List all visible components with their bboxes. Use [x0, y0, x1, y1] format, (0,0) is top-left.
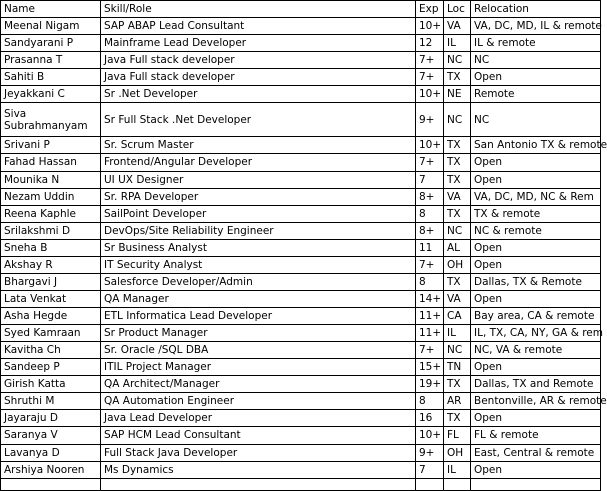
table-row[interactable] — [1, 444, 601, 461]
cell-skill-role[interactable]: Sr. Oracle /SQL DBA — [101, 342, 416, 359]
cell-exp[interactable]: 7+ — [416, 342, 444, 359]
cell-name[interactable]: Asha Hegde — [1, 308, 101, 325]
cell-loc[interactable]: TX — [444, 376, 471, 393]
column-header-exp[interactable]: Exp — [416, 1, 444, 18]
cell-name[interactable]: Saranya V — [1, 427, 101, 444]
cell-name[interactable]: Srivani P — [1, 137, 101, 154]
cell-relocation[interactable]: FL & remote — [471, 427, 601, 444]
table-row[interactable] — [1, 461, 601, 478]
cell-skill-role[interactable]: QA Architect/Manager — [101, 376, 416, 393]
cell-name[interactable]: Jeyakkani C — [1, 86, 101, 103]
cell-exp[interactable]: 16 — [416, 410, 444, 427]
cell-skill-role[interactable]: ITIL Project Manager — [101, 359, 416, 376]
cell-exp[interactable] — [416, 478, 444, 490]
table-row[interactable] — [1, 342, 601, 359]
cell-exp[interactable]: 7+ — [416, 154, 444, 171]
cell-name[interactable]: Arshiya Nooren — [1, 461, 101, 478]
cell-skill-role[interactable]: SAP ABAP Lead Consultant — [101, 18, 416, 35]
table-row[interactable] — [1, 478, 601, 490]
cell-exp[interactable]: 7 — [416, 461, 444, 478]
cell-name[interactable]: Mounika N — [1, 171, 101, 188]
cell-name[interactable]: Bhargavi J — [1, 273, 101, 290]
cell-loc[interactable]: TX — [444, 69, 471, 86]
cell-loc[interactable]: CA — [444, 308, 471, 325]
cell-relocation[interactable]: Open — [471, 171, 601, 188]
table-header — [1, 1, 601, 18]
cell-name[interactable]: Lavanya D — [1, 444, 101, 461]
cell-skill-role[interactable]: Java Lead Developer — [101, 410, 416, 427]
table-row[interactable] — [1, 86, 601, 103]
table-row[interactable] — [1, 410, 601, 427]
cell-name[interactable]: Akshay R — [1, 256, 101, 273]
cell-loc[interactable]: VA — [444, 188, 471, 205]
cell-name[interactable]: Srilakshmi D — [1, 222, 101, 239]
cell-skill-role[interactable]: Java Full stack developer — [101, 69, 416, 86]
cell-skill-role[interactable]: Frontend/Angular Developer — [101, 154, 416, 171]
cell-skill-role[interactable]: UI UX Designer — [101, 171, 416, 188]
cell-skill-role[interactable]: Sr. Scrum Master — [101, 137, 416, 154]
cell-loc[interactable]: NC — [444, 342, 471, 359]
cell-skill-role[interactable]: Sr .Net Developer — [101, 86, 416, 103]
cell-relocation[interactable]: Bay area, CA & remote — [471, 308, 601, 325]
cell-relocation[interactable]: Dallas, TX & Remote — [471, 273, 601, 290]
cell-skill-role[interactable]: IT Security Analyst — [101, 256, 416, 273]
cell-name[interactable]: Lata Venkat — [1, 290, 101, 307]
cell-skill-role[interactable]: DevOps/Site Reliability Engineer — [101, 222, 416, 239]
cell-skill-role[interactable]: ETL Informatica Lead Developer — [101, 308, 416, 325]
cell-loc[interactable]: IL — [444, 325, 471, 342]
cell-exp[interactable]: 11+ — [416, 308, 444, 325]
cell-skill-role[interactable]: Full Stack Java Developer — [101, 444, 416, 461]
cell-relocation[interactable]: Open — [471, 239, 601, 256]
table-row[interactable] — [1, 137, 601, 154]
cell-relocation[interactable]: TX & remote — [471, 205, 601, 222]
cell-relocation[interactable]: Dallas, TX and Remote — [471, 376, 601, 393]
cell-exp[interactable]: 7+ — [416, 69, 444, 86]
column-header-relocation[interactable]: Relocation — [471, 1, 601, 18]
cell-name[interactable]: Nezam Uddin — [1, 188, 101, 205]
cell-name[interactable]: Siva Subrahmanyam — [1, 103, 101, 137]
cell-relocation[interactable]: VA, DC, MD, NC & Rem — [471, 188, 601, 205]
cell-relocation[interactable]: Open — [471, 256, 601, 273]
table-row[interactable] — [1, 18, 601, 35]
table-row[interactable] — [1, 256, 601, 273]
cell-name[interactable]: Sandeep P — [1, 359, 101, 376]
cell-relocation[interactable]: NC — [471, 52, 601, 69]
table-row[interactable] — [1, 239, 601, 256]
cell-name[interactable]: Reena Kaphle — [1, 205, 101, 222]
table-row[interactable] — [1, 376, 601, 393]
cell-skill-role[interactable]: Java Full stack developer — [101, 52, 416, 69]
cell-loc[interactable]: NC — [444, 52, 471, 69]
cell-relocation[interactable]: NC — [471, 103, 601, 137]
cell-loc[interactable]: TX — [444, 137, 471, 154]
cell-exp[interactable]: 10+ — [416, 18, 444, 35]
cell-name[interactable]: Meenal Nigam — [1, 18, 101, 35]
cell-relocation[interactable]: IL, TX, CA, NY, GA & rem — [471, 325, 601, 342]
cell-relocation[interactable]: East, Central & remote — [471, 444, 601, 461]
cell-relocation[interactable]: Open — [471, 410, 601, 427]
cell-loc[interactable]: TN — [444, 359, 471, 376]
cell-relocation[interactable]: Bentonville, AR & remote — [471, 393, 601, 410]
cell-loc[interactable]: TX — [444, 273, 471, 290]
cell-name[interactable]: Girish Katta — [1, 376, 101, 393]
table-row[interactable] — [1, 52, 601, 69]
cell-name[interactable]: Sneha B — [1, 239, 101, 256]
cell-loc[interactable]: IL — [444, 35, 471, 52]
cell-exp[interactable]: 15+ — [416, 359, 444, 376]
cell-exp[interactable]: 7+ — [416, 52, 444, 69]
cell-skill-role[interactable]: Sr Business Analyst — [101, 239, 416, 256]
cell-skill-role[interactable]: Sr. RPA Developer — [101, 188, 416, 205]
cell-loc[interactable]: NC — [444, 222, 471, 239]
table-row[interactable] — [1, 35, 601, 52]
table-row[interactable] — [1, 188, 601, 205]
cell-exp[interactable]: 10+ — [416, 427, 444, 444]
cell-exp[interactable]: 14+ — [416, 290, 444, 307]
table-header-row — [1, 1, 601, 18]
cell-loc[interactable]: NC — [444, 103, 471, 137]
cell-exp[interactable]: 7 — [416, 171, 444, 188]
cell-relocation[interactable] — [471, 478, 601, 490]
table-row[interactable] — [1, 393, 601, 410]
cell-name[interactable] — [1, 478, 101, 490]
cell-relocation[interactable]: IL & remote — [471, 35, 601, 52]
cell-skill-role[interactable]: Sr Full Stack .Net Developer — [101, 103, 416, 137]
cell-exp[interactable]: 8 — [416, 205, 444, 222]
cell-skill-role[interactable]: QA Automation Engineer — [101, 393, 416, 410]
cell-relocation[interactable]: San Antonio TX & remote — [471, 137, 601, 154]
table-row[interactable] — [1, 222, 601, 239]
table-row[interactable] — [1, 427, 601, 444]
table-row[interactable] — [1, 359, 601, 376]
column-header-name[interactable]: Name — [1, 1, 101, 18]
cell-skill-role[interactable]: SailPoint Developer — [101, 205, 416, 222]
table-row[interactable] — [1, 290, 601, 307]
cell-relocation[interactable]: VA, DC, MD, IL & remote — [471, 18, 601, 35]
cell-skill-role[interactable] — [101, 478, 416, 490]
cell-loc[interactable]: AL — [444, 239, 471, 256]
cell-exp[interactable]: 8+ — [416, 222, 444, 239]
cell-exp[interactable]: 10+ — [416, 137, 444, 154]
cell-loc[interactable]: FL — [444, 427, 471, 444]
cell-loc[interactable]: TX — [444, 154, 471, 171]
table-row[interactable] — [1, 273, 601, 290]
cell-loc[interactable]: AR — [444, 393, 471, 410]
cell-name[interactable]: Shruthi M — [1, 393, 101, 410]
cell-loc[interactable]: NE — [444, 86, 471, 103]
column-header-loc[interactable]: Loc — [444, 1, 471, 18]
cell-loc[interactable]: IL — [444, 461, 471, 478]
table-row[interactable] — [1, 69, 601, 86]
cell-name[interactable]: Syed Kamraan — [1, 325, 101, 342]
cell-relocation[interactable]: Open — [471, 359, 601, 376]
cell-exp[interactable]: 8 — [416, 273, 444, 290]
cell-skill-role[interactable]: Ms Dynamics — [101, 461, 416, 478]
table-body — [1, 18, 607, 491]
cell-loc[interactable]: VA — [444, 290, 471, 307]
cell-loc[interactable]: OH — [444, 444, 471, 461]
table-row[interactable] — [1, 103, 601, 137]
cell-skill-role[interactable]: Salesforce Developer/Admin — [101, 273, 416, 290]
cell-exp[interactable]: 8 — [416, 393, 444, 410]
cell-loc[interactable]: TX — [444, 171, 471, 188]
cell-relocation[interactable]: Open — [471, 154, 601, 171]
cell-exp[interactable]: 10+ — [416, 86, 444, 103]
cell-exp[interactable]: 12 — [416, 35, 444, 52]
cell-loc[interactable]: OH — [444, 256, 471, 273]
table-row[interactable] — [1, 308, 601, 325]
table-row[interactable] — [1, 154, 601, 171]
column-header-skill-role[interactable]: Skill/Role — [101, 1, 416, 18]
cell-name[interactable]: Jayaraju D — [1, 410, 101, 427]
cell-exp[interactable]: 7+ — [416, 256, 444, 273]
cell-exp[interactable]: 11+ — [416, 325, 444, 342]
cell-skill-role[interactable]: Mainframe Lead Developer — [101, 35, 416, 52]
cell-exp[interactable]: 8+ — [416, 188, 444, 205]
cell-exp[interactable]: 19+ — [416, 376, 444, 393]
cell-exp[interactable]: 9+ — [416, 444, 444, 461]
cell-loc[interactable]: TX — [444, 410, 471, 427]
cell-name[interactable]: Sandyarani P — [1, 35, 101, 52]
cell-loc[interactable]: TX — [444, 205, 471, 222]
cell-skill-role[interactable]: Sr Product Manager — [101, 325, 416, 342]
cell-relocation[interactable]: Remote — [471, 86, 601, 103]
cell-relocation[interactable]: Open — [471, 290, 601, 307]
cell-relocation[interactable]: Open — [471, 69, 601, 86]
cell-relocation[interactable]: NC, VA & remote — [471, 342, 601, 359]
cell-exp[interactable]: 11 — [416, 239, 444, 256]
cell-loc[interactable]: VA — [444, 18, 471, 35]
cell-skill-role[interactable]: QA Manager — [101, 290, 416, 307]
cell-relocation[interactable]: NC & remote — [471, 222, 601, 239]
cell-name[interactable]: Kavitha Ch — [1, 342, 101, 359]
cell-skill-role[interactable]: SAP HCM Lead Consultant — [101, 427, 416, 444]
cell-loc[interactable] — [444, 478, 471, 490]
cell-name[interactable]: Prasanna T — [1, 52, 101, 69]
cell-relocation[interactable]: Open — [471, 461, 601, 478]
cell-name[interactable]: Fahad Hassan — [1, 154, 101, 171]
cell-name[interactable]: Sahiti B — [1, 69, 101, 86]
table-row[interactable] — [1, 205, 601, 222]
table-row[interactable] — [1, 171, 601, 188]
cell-exp[interactable]: 9+ — [416, 103, 444, 137]
table-row[interactable] — [1, 325, 601, 342]
